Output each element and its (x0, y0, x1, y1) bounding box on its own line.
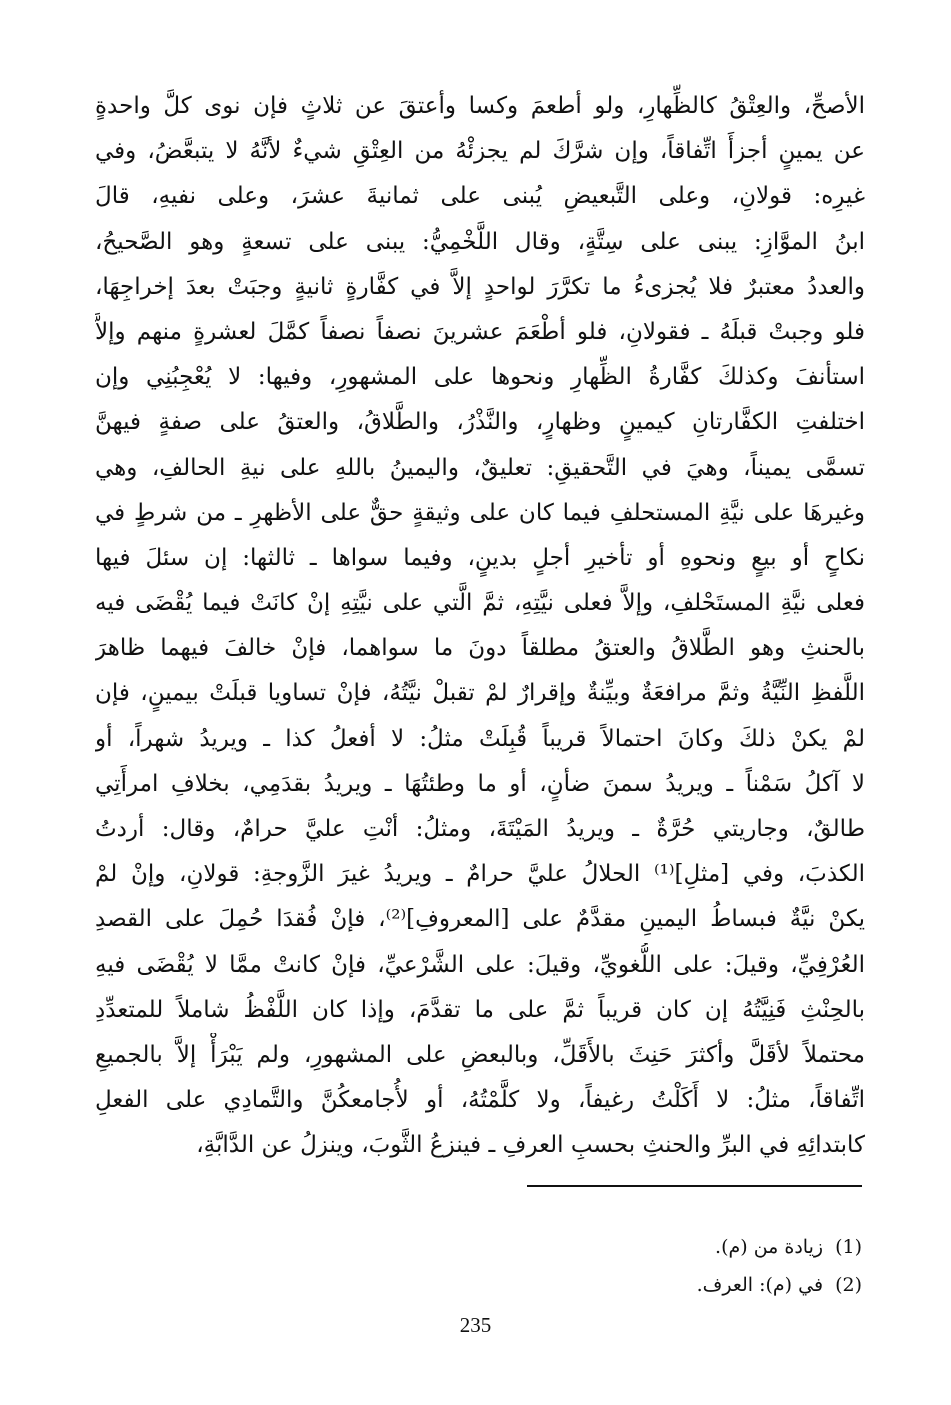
footnote-text: زيادة من (م). (715, 1236, 824, 1258)
footnote-number: (2) (835, 1274, 862, 1296)
text-line: اختلفتِ الكفَّارتانِ كيمينٍ وظهارٍ، والنَّذْرُ، والطَّلاقُ، والعتقُ على صفةٍ فيهنَّ (95, 409, 865, 436)
text-line: ابنُ الموَّازِ: يبنى على سِتَّةٍ، وقال اللَّخْمِيُّ: يبنى على تسعةٍ وهو الصَّحيحُ، (95, 228, 865, 255)
text-line: غيرِه: قولانِ، وعلى التَّبعيضِ يُبنى على ثمانيةَ عشرَ، وعلى نفيهِ، قالَ (95, 183, 865, 210)
text-line: عن يمينٍ أجزأَ اتِّفاقاً، وإن شرَّكَ لم يجزئْهُ من العِتْقِ شيءٌ لأنَّهُ لا يتبعَّضُ، وفي (95, 138, 865, 165)
main-text (95, 84, 865, 1169)
text-line: اتِّفاقاً، مثلُ: لا أَكَلْتُ رغيفاً، ولا كلَّمْتُهُ، أو لأُجامعكُنَّ والتَّمادِي على الفعلِ (95, 1087, 865, 1114)
footnote-1 (520, 1228, 862, 1266)
text-line: العُرْفِيِّ، وقيلَ: على اللُّغويِّ، وقيلَ: على الشَّرْعيِّ، فإنْ كانتْ ممَّا لا يُقْضَى فيهِ (95, 951, 865, 978)
text-line: استأنفَ وكذلكَ كفَّارةُ الظِّهارِ ونحوها على المشهورِ، وفيها: لا يُعْجِبُنِي وإن (95, 364, 865, 391)
text-line: بالحنثِ وهو الطَّلاقُ والعتقُ مطلقاً دونَ ما سواهما، فإنْ خالفَ فيهما ظاهرَ (95, 635, 865, 662)
footnote-divider (527, 1185, 862, 1187)
text-line: الأصحِّ، والعِتْقُ كالظِّهارِ، ولو أطعمَ وكسا وأعتقَ عن ثلاثٍ فإن نوى كلَّ واحدةٍ (95, 93, 865, 119)
text-line: والعددُ معتبرٌ فلا يُجزىءُ ما تكرَّرَ لواحدٍ إلاَّ في كفَّارةٍ ثانيةٍ وجبَتْ بعدَ إخراجِهَا، (95, 273, 865, 300)
text-line: الكذبَ، وفي [مثلِ]⁽¹⁾ الحلالُ عليَّ حرامٌ ـ ويريدُ غيرَ الزَّوجةِ: قولانِ، وإنْ لمْ (95, 861, 865, 888)
page-number: 235 (459, 1313, 492, 1337)
text-line: وغيرهَا على نيَّةِ المستحلفِ فيما كان على وثيقةٍ حقٌّ على الأظهرِ ـ من شرطٍ في (95, 499, 865, 526)
text-line: بالحِنْثِ فَنِيَّتُهُ إن كان قريباً ثمَّ على ما تقدَّمَ، وإذا كان اللَّفْظُ شاملاً للمتعدِّدِ (95, 996, 865, 1023)
text-line: تسمَّى يميناً، وهيَ في التَّحقيقِ: تعليقٌ، واليمينُ باللهِ على نيةِ الحالفِ، وهي (95, 454, 865, 481)
text-line: نكاحٍ أو بيعٍ ونحوهِ أو تأخيرِ أجلٍ بدينٍ، وفيما سواها ـ ثالثها: إن سئلَ فيها (95, 544, 865, 571)
text-line: يكنْ نيَّةٌ فبساطُ اليمينِ مقدَّمٌ على [المعروفِ]⁽²⁾، فإنْ فُقدَا حُمِلَ على القصدِ (95, 906, 865, 933)
footnote-number: (1) (835, 1236, 862, 1258)
text-line: فلو وجبتْ قبلَهُ ـ فقولانِ، فلو أطْعَمَ عشرينَ نصفاً نصفاً كمَّلَ لعشرةٍ منهم وإلاَّ (95, 318, 865, 345)
text-line: طالقٌ، وجاريتي حُرَّةٌ ـ ويريدُ المَيْتَةَ، ومثلُ: أنْتِ عليَّ حرامٌ، وقال: أردتُ (95, 816, 865, 842)
text-line: محتملاً لأقَلَّ وأكثرَ حَنِثَ بالأَقَلِّ، وبالبعضِ على المشهورِ، ولم يَبْرَأْ إلاَّ بالجميعِ (95, 1041, 865, 1068)
text-line: فعلى نيَّةِ المستَحْلفِ، وإلاَّ فعلى نيَّتِهِ، ثمَّ الَّتي على نيَّتِهِ إنْ كانَتْ فيما يُقْضَى فيه (95, 590, 865, 617)
footnote-2 (520, 1266, 862, 1304)
footnotes (520, 1228, 862, 1304)
text-line: لا آكلُ سَمْناً ـ ويريدُ سمنَ ضأنٍ، أو ما وطئتُهَا ـ ويريدُ بقدَمِي، بخلافِ امرأَتِي (95, 770, 865, 797)
footnote-text: في (م): العرف. (696, 1274, 824, 1296)
text-line: اللَّفظِ النِّيَّةُ وثمَّ مرافعَةٌ وبيِّنةٌ وإقرارٌ لمْ تقبلْ نيَّتُهُ، فإنْ تساويا قبلَتْ بيمينٍ، فإن (95, 680, 865, 707)
text-line: كابتدائِهِ في البرِّ والحنثِ بحسبِ العرفِ ـ فينزعُ الثَّوبَ، وينزلُ عن الدَّابَّةِ، (196, 1132, 865, 1159)
text-line: لمْ يكنْ ذلكَ وكانَ احتمالاً قريباً قُبِلَتْ مثلُ: لا أفعلُ كذا ـ ويريدُ شهراً، أو (95, 725, 865, 752)
